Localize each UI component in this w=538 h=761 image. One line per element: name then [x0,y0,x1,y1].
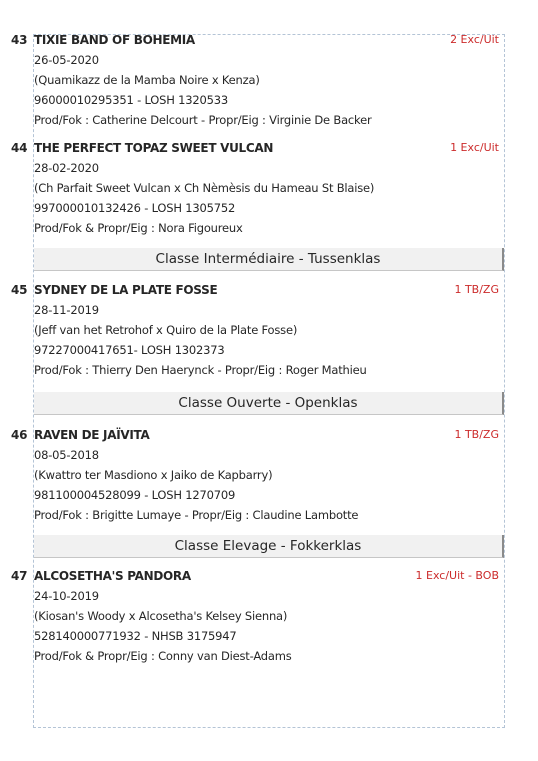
breeder-owner: Prod/Fok : Catherine Delcourt - Propr/Eig : Virginie De Backer [34,113,372,127]
result-grade: 1 TB/ZG [454,283,499,296]
registration-ids: 97227000417651- LOSH 1302373 [34,343,225,357]
entry-number: 43 [11,33,28,47]
dog-name: THE PERFECT TOPAZ SWEET VULCAN [34,141,274,155]
dog-name: ALCOSETHA'S PANDORA [34,569,191,583]
class-header-breeding: Classe Elevage - Fokkerklas [34,535,504,558]
birth-date: 28-02-2020 [34,161,99,175]
page-frame [33,34,505,728]
breeder-owner: Prod/Fok : Thierry Den Haerynck - Propr/Eig : Roger Mathieu [34,363,367,377]
birth-date: 24-10-2019 [34,589,99,603]
entry-number: 45 [11,283,28,297]
breeder-owner: Prod/Fok & Propr/Eig : Conny van Diest-Adams [34,649,292,663]
registration-ids: 528140000771932 - NHSB 3175947 [34,629,237,643]
parents: (Jeff van het Retrohof x Quiro de la Plate Fosse) [34,323,298,337]
parents: (Quamikazz de la Mamba Noire x Kenza) [34,73,260,87]
parents: (Kiosan's Woody x Alcosetha's Kelsey Sienna) [34,609,288,623]
registration-ids: 981100004528099 - LOSH 1270709 [34,488,236,502]
breeder-owner: Prod/Fok & Propr/Eig : Nora Figoureux [34,221,243,235]
registration-ids: 997000010132426 - LOSH 1305752 [34,201,236,215]
dog-name: RAVEN DE JAÏVITA [34,428,150,442]
result-grade: 1 Exc/Uit [450,141,499,154]
parents: (Ch Parfait Sweet Vulcan x Ch Nèmèsis du Hameau St Blaise) [34,181,375,195]
parents: (Kwattro ter Masdiono x Jaiko de Kapbarry) [34,468,273,482]
entry-number: 46 [11,428,28,442]
dog-name: TIXIE BAND OF BOHEMIA [34,33,195,47]
result-grade: 2 Exc/Uit [450,33,499,46]
class-header-intermediate: Classe Intermédiaire - Tussenklas [34,248,504,271]
class-header-open: Classe Ouverte - Openklas [34,392,504,415]
birth-date: 26-05-2020 [34,53,99,67]
entry-number: 47 [11,569,28,583]
result-grade: 1 TB/ZG [454,428,499,441]
birth-date: 08-05-2018 [34,448,99,462]
breeder-owner: Prod/Fok : Brigitte Lumaye - Propr/Eig : Claudine Lambotte [34,508,359,522]
entry-number: 44 [11,141,28,155]
registration-ids: 96000010295351 - LOSH 1320533 [34,93,228,107]
dog-name: SYDNEY DE LA PLATE FOSSE [34,283,218,297]
birth-date: 28-11-2019 [34,303,99,317]
result-grade: 1 Exc/Uit - BOB [415,569,499,582]
